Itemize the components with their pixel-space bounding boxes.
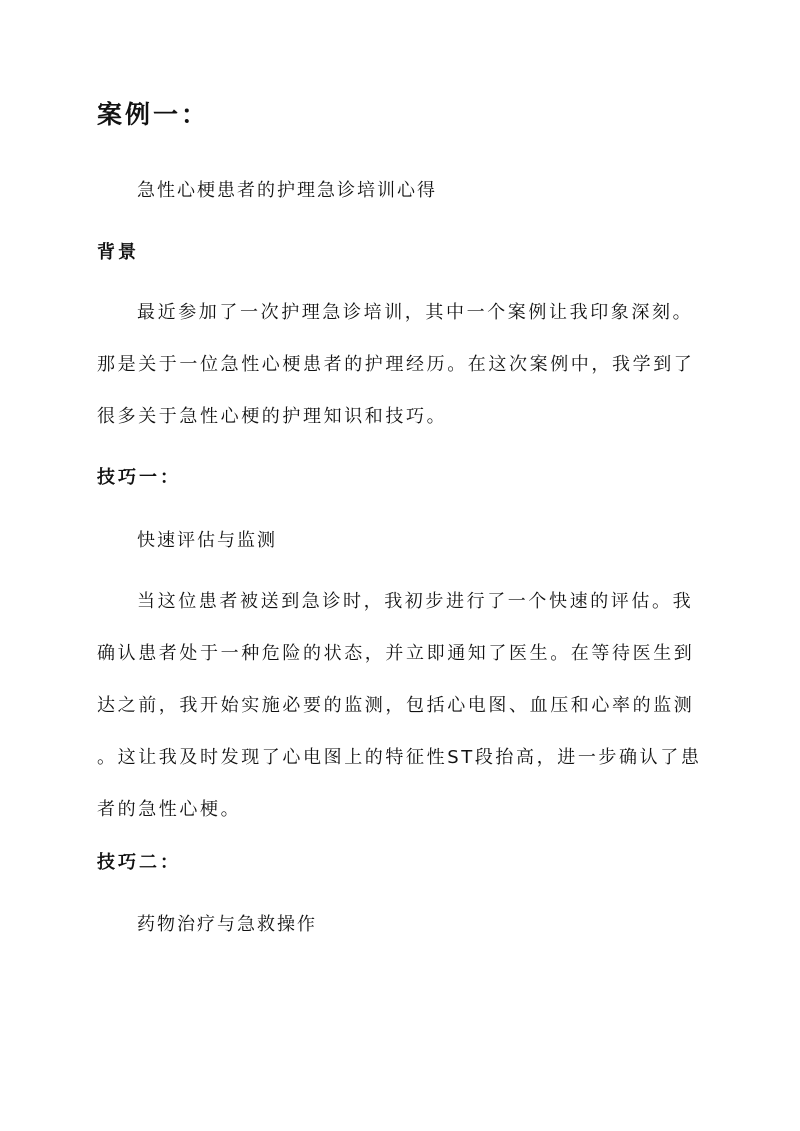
skill1-paragraph [97, 576, 707, 836]
skill1-subtitle: 快速评估与监测 [137, 530, 277, 551]
background-paragraph [97, 287, 707, 443]
background-line: 那是关于一位急性心梗患者的护理经历。在这次案例中，我学到了 [97, 354, 695, 375]
background-line: 最近参加了一次护理急诊培训，其中一个案例让我印象深刻。 [137, 302, 694, 323]
background-heading: 背景 [97, 242, 139, 263]
skill1-heading: 技巧一： [97, 467, 181, 488]
skill1-line: 。这让我及时发现了心电图上的特征性ST段抬高，进一步确认了患 [97, 747, 702, 768]
case-heading: 案例一： [97, 100, 210, 129]
skill2-heading: 技巧二： [97, 852, 181, 873]
skill1-line: 达之前，我开始实施必要的监测，包括心电图、血压和心率的监测 [97, 695, 695, 716]
skill1-line: 确认患者处于一种危险的状态，并立即通知了医生。在等待医生到 [97, 643, 695, 664]
skill2-subtitle: 药物治疗与急救操作 [137, 914, 317, 935]
case-subtitle: 急性心梗患者的护理急诊培训心得 [137, 180, 437, 201]
skill1-line: 者的急性心梗。 [97, 799, 242, 820]
skill1-line: 当这位患者被送到急诊时，我初步进行了一个快速的评估。我 [137, 591, 694, 612]
background-line: 很多关于急性心梗的护理知识和技巧。 [97, 406, 448, 427]
